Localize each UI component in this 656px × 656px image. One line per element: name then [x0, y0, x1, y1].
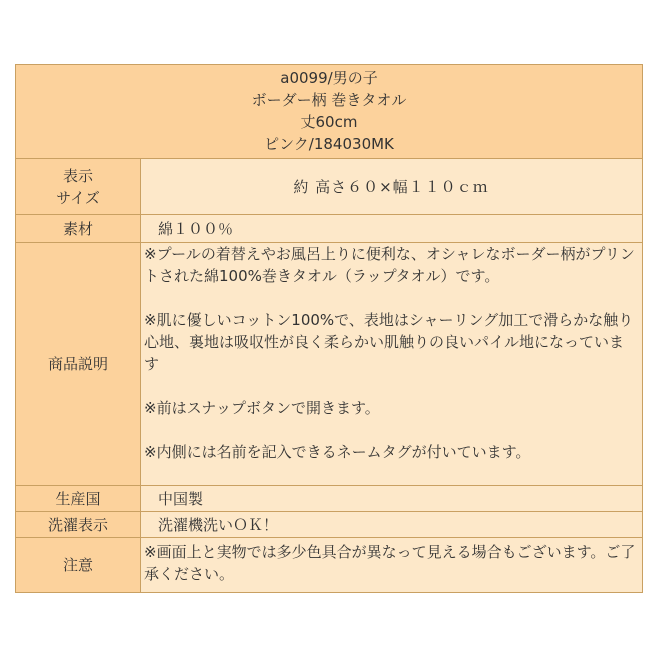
material-value: 綿１００％ [141, 215, 642, 242]
notes-value: ※画面上と実物では多少色具合が異なって見える場合もございます。ご了承ください。 [141, 538, 642, 592]
product-length-line: 丈60cm [300, 113, 358, 131]
washing-label: 洗濯表示 [16, 512, 141, 537]
product-color-line: ピンク/184030MK [264, 135, 394, 153]
product-spec-table [15, 64, 643, 593]
product-name-line: ボーダー柄 巻きタオル [251, 91, 407, 109]
material-label: 素材 [16, 215, 141, 242]
size-value: 約 高さ６０×幅１１０ｃｍ [141, 159, 642, 214]
size-label-line-1: 表示 [62, 166, 93, 185]
product-code-line: a0099/男の子 [280, 69, 378, 87]
description-paragraph-2: ※肌に優しいコットン100%で、表地はシャーリング加工で滑らかな触り心地、裏地は吸収性が良く柔らかい肌触りの良いパイル地になっています [144, 311, 634, 373]
washing-value: 洗濯機洗いＯＫ！ [141, 512, 642, 537]
description-label: 商品説明 [16, 243, 141, 485]
origin-value: 中国製 [141, 486, 642, 511]
description-paragraph-1: ※プールの着替えやお風呂上りに便利な、オシャレなボーダー柄がプリントされた綿100%巻きタオル（ラップタオル）です。 [144, 245, 635, 285]
description-paragraph-4: ※内側には名前を記入できるネームタグが付いています。 [144, 443, 531, 461]
size-label [16, 159, 141, 214]
size-row [16, 159, 642, 215]
description-value [141, 243, 642, 485]
origin-row [16, 486, 642, 512]
product-title-block [16, 65, 642, 159]
size-label-line-2: サイズ [56, 188, 100, 207]
washing-row [16, 512, 642, 538]
notes-label: 注意 [16, 538, 141, 592]
material-row [16, 215, 642, 243]
description-paragraph-3: ※前はスナップボタンで開きます。 [144, 399, 380, 417]
origin-label: 生産国 [16, 486, 141, 511]
description-row [16, 243, 642, 486]
notes-row [16, 538, 642, 592]
